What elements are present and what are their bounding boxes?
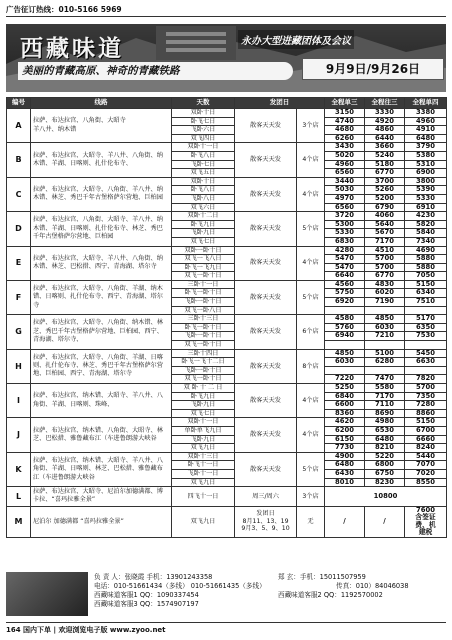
price-cell: 5880 bbox=[405, 255, 447, 264]
table-row bbox=[7, 212, 447, 221]
price-cell: 4900 bbox=[325, 452, 365, 461]
price-cell: 4910 bbox=[405, 126, 447, 135]
price-cell: 6920 bbox=[325, 298, 365, 307]
price-cell: 5150 bbox=[405, 280, 447, 289]
price-cell: 5760 bbox=[325, 323, 365, 332]
line-route: 拉萨、布达拉宫、纳木错、八角街、大昭寺、林芝、巴松措、雅鲁藏布江（车进鲁朗游大峡谷 bbox=[31, 418, 172, 452]
price-cell bbox=[405, 341, 447, 350]
trip-days: 卧飞七日 bbox=[172, 117, 235, 126]
line-code: G bbox=[7, 315, 31, 349]
price-cell: 8210 bbox=[365, 444, 405, 453]
price-cell: 7210 bbox=[365, 332, 405, 341]
header-price-2: 全程往三 bbox=[365, 98, 405, 109]
trip-days: 双飞一卧十日 bbox=[172, 341, 235, 350]
trip-days: 卧飞九日 bbox=[172, 220, 235, 229]
departure-schedule: 散客天天发 bbox=[235, 109, 297, 143]
header-route: 线路 bbox=[31, 98, 172, 109]
trip-days: 单卧单飞九日 bbox=[172, 426, 235, 435]
departure-schedule: 散客天天发 bbox=[235, 315, 297, 349]
price-note: 7600 含签证 费、机 建税 bbox=[405, 506, 447, 537]
trip-days: 双卧十二日 bbox=[172, 212, 235, 221]
table-row bbox=[7, 315, 447, 324]
shop-count: 4个店 bbox=[297, 246, 325, 280]
price-cell: 8230 bbox=[365, 478, 405, 487]
line-code: E bbox=[7, 246, 31, 280]
price-cell: 4560 bbox=[325, 280, 365, 289]
price-cell bbox=[365, 306, 405, 315]
trip-days: 双飞九日 bbox=[172, 444, 235, 453]
line-route: 拉萨、布达拉宫、八角街、大昭寺、羊八井、纳木错、羊湖、日喀则、扎什伦布寺、林芝、秀巴千年古堡格萨尔营地、巨柏园 bbox=[31, 212, 172, 246]
price-cell: 7350 bbox=[405, 392, 447, 401]
price-cell: 7820 bbox=[405, 375, 447, 384]
table-header-row bbox=[7, 98, 447, 109]
trip-days: 飞卧六日 bbox=[172, 126, 235, 135]
price-cell: 6940 bbox=[325, 332, 365, 341]
trip-days: 双飞九日 bbox=[172, 478, 235, 487]
trip-days: 双飞一卧十日 bbox=[172, 375, 235, 384]
price-cell: 6430 bbox=[325, 469, 365, 478]
header-days: 天数 bbox=[172, 98, 235, 109]
price-cell: 7220 bbox=[325, 375, 365, 384]
price-cell: 7510 bbox=[405, 298, 447, 307]
price-cell: 6560 bbox=[325, 169, 365, 178]
shop-count: 8个店 bbox=[297, 349, 325, 383]
price-cell: 6150 bbox=[325, 435, 365, 444]
price-cell: 7340 bbox=[405, 237, 447, 246]
contact-fax: 传真：010）84046038 bbox=[336, 582, 409, 590]
price-cell: 4860 bbox=[365, 126, 405, 135]
price-cell: 6770 bbox=[365, 272, 405, 281]
contact-qq-1: 西藏味道客服1 QQ：1090337454 bbox=[94, 591, 199, 599]
contact-second: 郑 玄：手机：15011507959 bbox=[278, 573, 366, 581]
price-cell: 4850 bbox=[365, 315, 405, 324]
shop-count: 3个店 bbox=[297, 109, 325, 143]
price-cell: 5170 bbox=[405, 315, 447, 324]
price-cell: 6700 bbox=[405, 426, 447, 435]
price-cell: 8010 bbox=[325, 478, 365, 487]
line-route: 拉萨、布达拉宫、大昭寺、八角街、羊湖、日喀则、扎什伦布寺、林芝、秀巴千年古堡格萨尔营地、巨柏园、西宁、青海湖、塔尔寺 bbox=[31, 349, 172, 383]
line-route: 拉萨、布达拉宫、纳木错、大昭寺、羊八井、八角街、羊湖、日喀则、珠峰、 bbox=[31, 384, 172, 418]
table-row bbox=[7, 177, 447, 186]
price-cell: 5250 bbox=[325, 384, 365, 393]
trip-days: 飞卧一卧十日 bbox=[172, 332, 235, 341]
price-cell: 4850 bbox=[325, 349, 365, 358]
table-row bbox=[7, 109, 447, 118]
price-cell: 7470 bbox=[365, 375, 405, 384]
price-cell: 4830 bbox=[365, 280, 405, 289]
shop-count: 4个店 bbox=[297, 143, 325, 177]
price-cell: 3440 bbox=[325, 177, 365, 186]
price-cell: 5440 bbox=[405, 452, 447, 461]
price-cell: 7280 bbox=[405, 401, 447, 410]
table-row bbox=[7, 143, 447, 152]
header-price-1: 全程单三 bbox=[325, 98, 365, 109]
trip-days: 双飞七日 bbox=[172, 237, 235, 246]
price-cell: 4690 bbox=[405, 246, 447, 255]
trip-days: 双卧十三日 bbox=[172, 452, 235, 461]
line-route: 拉萨、布达拉宫、大昭寺、羊八井、八角街、纳木错、林芝、巴松措、西宁、青海湖、塔尔寺 bbox=[31, 246, 172, 280]
trip-days: 卧飞一卧十日 bbox=[172, 289, 235, 298]
departure-schedule: 散客天天发 bbox=[235, 143, 297, 177]
trip-days: 双卧十一日 bbox=[172, 418, 235, 427]
table-row bbox=[7, 506, 447, 537]
price-cell: 7730 bbox=[325, 444, 365, 453]
trip-days: 双卧十日 bbox=[172, 109, 235, 118]
trip-days: 卧飞一飞九日 bbox=[172, 263, 235, 272]
price-cell: 5880 bbox=[405, 263, 447, 272]
price-cell: 4510 bbox=[365, 246, 405, 255]
line-route: 拉萨、布达拉宫、大昭寺、八角街、羊八井、纳木错、林芝、秀巴千年古堡格萨尔营地、巨柏园 bbox=[31, 177, 172, 211]
price-cell: 3150 bbox=[325, 109, 365, 118]
table-row bbox=[7, 384, 447, 393]
price-cell: 7190 bbox=[365, 298, 405, 307]
line-code: L bbox=[7, 487, 31, 507]
contact-manager: 负 责 人：张晓霞 手机：13901243358 bbox=[94, 573, 213, 581]
line-code: H bbox=[7, 349, 31, 383]
price-cell: 5330 bbox=[325, 229, 365, 238]
contact-footer bbox=[6, 572, 446, 616]
line-code: J bbox=[7, 418, 31, 452]
price-cell: 3380 bbox=[405, 109, 447, 118]
contact-qq-2: 西藏味道客服2 QQ：1192570002 bbox=[278, 591, 383, 599]
contact-qq-3: 西藏味道客服3 QQ：1574907197 bbox=[94, 600, 199, 608]
price-cell: 6480 bbox=[365, 435, 405, 444]
shop-count: 4个店 bbox=[297, 384, 325, 418]
price-cell: / bbox=[365, 506, 405, 537]
departure-schedule: 散客天天发 bbox=[235, 418, 297, 452]
line-code: C bbox=[7, 177, 31, 211]
line-route: 拉萨、布达拉宫、大昭寺、羊八井、八角街、纳木错、羊湖、日喀则、扎什伦布寺、 bbox=[31, 143, 172, 177]
price-cell bbox=[405, 366, 447, 375]
header-price-3: 全程单四 bbox=[405, 98, 447, 109]
trip-days: 卧飞一飞十二日 bbox=[172, 358, 235, 367]
logo-text: 西藏味道 bbox=[20, 35, 124, 62]
price-cell: 5020 bbox=[325, 151, 365, 160]
trip-days: 卧飞十一日 bbox=[172, 461, 235, 470]
price-cell: 6900 bbox=[405, 169, 447, 178]
price-cell: 8860 bbox=[405, 409, 447, 418]
price-cell bbox=[325, 366, 365, 375]
departure-schedule: 散客天天发 bbox=[235, 212, 297, 246]
itinerary-table bbox=[6, 97, 447, 538]
departure-schedule: 散客天天发 bbox=[235, 384, 297, 418]
trip-days: 三卧十三日 bbox=[172, 315, 235, 324]
trip-days: 双卧一卧十日 bbox=[172, 246, 235, 255]
table-row bbox=[7, 487, 447, 507]
price-cell: 6640 bbox=[325, 272, 365, 281]
trip-days: 三卧十四日 bbox=[172, 349, 235, 358]
trip-days: 双飞四日 bbox=[172, 134, 235, 143]
line-code: D bbox=[7, 212, 31, 246]
price-cell: 5640 bbox=[365, 220, 405, 229]
price-cell: 6830 bbox=[325, 237, 365, 246]
trip-days: 飞卧十一日 bbox=[172, 469, 235, 478]
price-cell: 6560 bbox=[325, 203, 365, 212]
price-cell: 6800 bbox=[365, 461, 405, 470]
price-cell: 4960 bbox=[405, 117, 447, 126]
line-route: 拉萨、布达拉宫、大昭寺、八角街、羊湖、纳木错、日喀则、扎什伦布寺、西宁、青海湖、塔尔寺 bbox=[31, 280, 172, 314]
line-route: 拉萨、布达拉宫、纳木错、大昭寺、羊八井、八角街、羊湖、日喀则、林芝、巴松措、雅鲁藏布江（车进鲁朗游大峡谷 bbox=[31, 452, 172, 486]
price-cell: 6480 bbox=[405, 134, 447, 143]
trip-days: 双飞一卧八日 bbox=[172, 306, 235, 315]
trip-days: 飞卧九日 bbox=[172, 401, 235, 410]
price-cell: 10800 bbox=[325, 487, 447, 507]
shop-count: 4个店 bbox=[297, 418, 325, 452]
header-code: 编号 bbox=[7, 98, 31, 109]
trip-days: 双飞五日 bbox=[172, 169, 235, 178]
line-code: K bbox=[7, 452, 31, 486]
departure-schedule: 散客天天发 bbox=[235, 177, 297, 211]
departure-schedule: 散客天天发 bbox=[235, 452, 297, 486]
price-cell: 3430 bbox=[325, 143, 365, 152]
price-cell: 6770 bbox=[365, 169, 405, 178]
trip-days: 飞卧八日 bbox=[172, 194, 235, 203]
price-cell: 6030 bbox=[365, 323, 405, 332]
price-cell bbox=[325, 306, 365, 315]
price-cell: 4960 bbox=[325, 160, 365, 169]
price-cell: 6200 bbox=[325, 426, 365, 435]
trip-days: 飞卧七日 bbox=[172, 160, 235, 169]
page-footer: 164 国内下单 | 欢迎浏览电子版 www.zyoo.net bbox=[6, 622, 446, 636]
price-cell bbox=[405, 306, 447, 315]
trip-days: 双卧十日 bbox=[172, 177, 235, 186]
price-cell: 5470 bbox=[325, 263, 365, 272]
price-cell: 4980 bbox=[365, 418, 405, 427]
price-cell bbox=[365, 341, 405, 350]
trip-days: 飞卧九日 bbox=[172, 435, 235, 444]
trip-days: 飞卧一卧十日 bbox=[172, 366, 235, 375]
price-cell: 5150 bbox=[405, 418, 447, 427]
line-route: 拉萨、布达拉宫、大昭寺、尼泊尔加德满都、博卡拉、“喜玛拉雅全景” bbox=[31, 487, 172, 507]
price-cell: 6280 bbox=[365, 358, 405, 367]
header-departure: 发团日 bbox=[235, 98, 325, 109]
shop-count: 5个店 bbox=[297, 452, 325, 486]
departure-schedule: 散客天天发 bbox=[235, 246, 297, 280]
price-cell: 7050 bbox=[405, 272, 447, 281]
trip-days: 飞卧九日 bbox=[172, 229, 235, 238]
slogan: 永办大型进藏团体及会议 bbox=[238, 30, 354, 49]
shop-count: 4个店 bbox=[297, 177, 325, 211]
table-row bbox=[7, 280, 447, 289]
price-cell: 5670 bbox=[365, 229, 405, 238]
price-cell: 5840 bbox=[405, 229, 447, 238]
shop-count: 无 bbox=[297, 506, 325, 537]
price-cell: 4920 bbox=[365, 117, 405, 126]
price-cell: 6350 bbox=[405, 323, 447, 332]
price-cell: 6910 bbox=[405, 203, 447, 212]
trip-days: 三卧十一日 bbox=[172, 280, 235, 289]
trip-days: 双飞一卧十日 bbox=[172, 272, 235, 281]
line-code: F bbox=[7, 280, 31, 314]
departure-schedule: 散客天天发 bbox=[235, 349, 297, 383]
line-code: B bbox=[7, 143, 31, 177]
price-cell: 6660 bbox=[405, 435, 447, 444]
departure-schedule: 散客天天发 bbox=[235, 280, 297, 314]
price-cell: 7110 bbox=[365, 401, 405, 410]
price-cell: 5240 bbox=[365, 151, 405, 160]
price-cell: 6840 bbox=[325, 392, 365, 401]
price-cell: 5700 bbox=[365, 255, 405, 264]
trip-days: 四飞十一日 bbox=[172, 487, 235, 507]
price-cell bbox=[365, 366, 405, 375]
price-cell: 6600 bbox=[325, 401, 365, 410]
price-cell: 5100 bbox=[365, 349, 405, 358]
price-cell: 5300 bbox=[325, 220, 365, 229]
price-cell: 5820 bbox=[405, 220, 447, 229]
price-cell: 3720 bbox=[325, 212, 365, 221]
price-cell: 4740 bbox=[325, 117, 365, 126]
price-cell: 5330 bbox=[405, 194, 447, 203]
trip-days: 双飞七日 bbox=[172, 409, 235, 418]
price-cell: 5200 bbox=[365, 194, 405, 203]
shop-count: 3个店 bbox=[297, 487, 325, 507]
trip-days: 双飞一飞八日 bbox=[172, 255, 235, 264]
price-cell: 5750 bbox=[325, 289, 365, 298]
price-cell: 5580 bbox=[365, 384, 405, 393]
ad-hotline: 广告征订热线：010-5166 5969 bbox=[6, 3, 446, 17]
line-route: 尼泊尔 加德满都 “喜玛拉雅全景” bbox=[31, 506, 172, 537]
price-cell: 5380 bbox=[405, 151, 447, 160]
price-cell: 3700 bbox=[365, 177, 405, 186]
price-cell: 5220 bbox=[365, 452, 405, 461]
price-cell: 7530 bbox=[405, 332, 447, 341]
trip-days: 卧飞八日 bbox=[172, 186, 235, 195]
price-cell: 7070 bbox=[405, 461, 447, 470]
price-cell: 7020 bbox=[405, 469, 447, 478]
price-cell: 7170 bbox=[365, 392, 405, 401]
trip-days: 卧飞八日 bbox=[172, 151, 235, 160]
price-cell: 5310 bbox=[405, 160, 447, 169]
price-cell: 5390 bbox=[405, 186, 447, 195]
price-cell: 3790 bbox=[405, 143, 447, 152]
subtitle: 美丽的青藏高原、神奇的青藏铁路 bbox=[18, 62, 293, 80]
price-cell: 8360 bbox=[325, 409, 365, 418]
price-cell: 8240 bbox=[405, 444, 447, 453]
trip-days: 卧飞九日 bbox=[172, 392, 235, 401]
shop-count: 5个店 bbox=[297, 280, 325, 314]
price-cell: 6030 bbox=[325, 358, 365, 367]
price-cell: 8690 bbox=[365, 409, 405, 418]
price-cell bbox=[325, 341, 365, 350]
line-code: M bbox=[7, 506, 31, 537]
trip-days: 双飞九日 bbox=[172, 506, 235, 537]
price-cell: 4970 bbox=[325, 194, 365, 203]
line-code: A bbox=[7, 109, 31, 143]
table-row bbox=[7, 349, 447, 358]
price-cell: 6530 bbox=[365, 426, 405, 435]
contact-phone: 电话：010-51661434（多线） 010-51661435（多线） bbox=[94, 582, 266, 590]
line-route: 拉萨、布达拉宫、八角街、大昭寺 羊八井、纳木错 bbox=[31, 109, 172, 143]
trip-days: 双飞六日 bbox=[172, 203, 235, 212]
price-cell: 6260 bbox=[325, 134, 365, 143]
price-cell: 3800 bbox=[405, 177, 447, 186]
price-cell: 7170 bbox=[365, 237, 405, 246]
price-cell: 6340 bbox=[405, 289, 447, 298]
price-cell: 6020 bbox=[365, 289, 405, 298]
footer-photo bbox=[6, 572, 88, 616]
price-cell: 6630 bbox=[405, 358, 447, 367]
line-route: 拉萨、布达拉宫、大昭寺、八角街、纳木错、林芝、秀巴千年古堡格萨尔营地、巨柏园、西宁、青海湖、塔尔寺、 bbox=[31, 315, 172, 349]
price-cell: 5700 bbox=[405, 384, 447, 393]
price-cell: 4280 bbox=[325, 246, 365, 255]
table-row bbox=[7, 246, 447, 255]
price-cell: 4680 bbox=[325, 126, 365, 135]
shop-count: 5个店 bbox=[297, 212, 325, 246]
price-cell: 5470 bbox=[325, 255, 365, 264]
price-cell: 5450 bbox=[405, 349, 447, 358]
price-cell: / bbox=[325, 506, 365, 537]
trip-days: 双 卧 十 二 日 bbox=[172, 384, 235, 393]
trip-days: 双卧十一日 bbox=[172, 143, 235, 152]
price-cell: 5700 bbox=[365, 263, 405, 272]
shop-count: 6个店 bbox=[297, 315, 325, 349]
price-cell: 4580 bbox=[325, 315, 365, 324]
price-cell: 3660 bbox=[365, 143, 405, 152]
price-cell: 4230 bbox=[405, 212, 447, 221]
price-cell: 6750 bbox=[365, 469, 405, 478]
price-cell: 5030 bbox=[325, 186, 365, 195]
price-cell: 4060 bbox=[365, 212, 405, 221]
table-row bbox=[7, 452, 447, 461]
line-code: I bbox=[7, 384, 31, 418]
price-cell: 5180 bbox=[365, 160, 405, 169]
price-cell: 8550 bbox=[405, 478, 447, 487]
price-cell: 6790 bbox=[365, 203, 405, 212]
departure-schedule: 发团日 8月11、13、19 9月3、5、9、10 bbox=[235, 506, 297, 537]
price-cell: 6440 bbox=[365, 134, 405, 143]
price-cell: 5260 bbox=[365, 186, 405, 195]
departure-schedule: 周三/周六 bbox=[235, 487, 297, 507]
table-row bbox=[7, 418, 447, 427]
price-cell: 6480 bbox=[325, 461, 365, 470]
banner bbox=[6, 24, 446, 92]
trip-days: 飞卧一卧十日 bbox=[172, 298, 235, 307]
price-cell: 3330 bbox=[365, 109, 405, 118]
price-cell: 4620 bbox=[325, 418, 365, 427]
trip-days: 卧飞一卧十日 bbox=[172, 323, 235, 332]
departure-dates: 9月9日/9月26日 bbox=[302, 58, 444, 80]
